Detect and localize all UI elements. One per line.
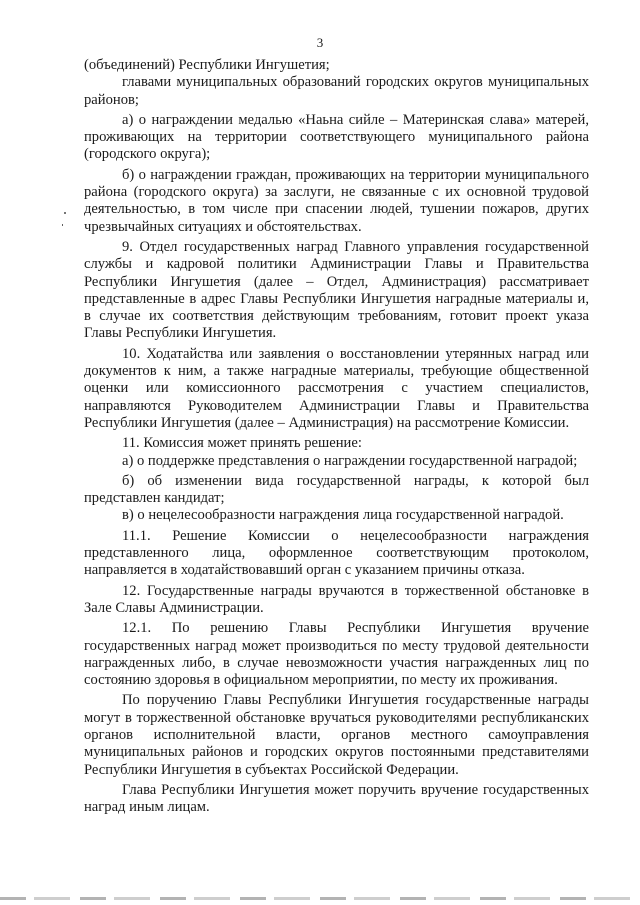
paragraph-other-persons: Глава Республики Ингушетия может поручить вручение государственных наград иным лицам. — [84, 781, 589, 816]
paragraph-9: 9. Отдел государственных наград Главного управления государственной службы и кадровой политики Администрации Главы и Правительства Республики Ингушетия (далее – Отдел, Администрация) рассматривает представленные в адрес Главы Республики Ингушетия наградные материалы и, в случае их соответствия действующим требованиям, готовит проект указа Главы Республики Ингушетия. — [84, 238, 589, 342]
paragraph-11: 11. Комиссия может принять решение: — [122, 435, 362, 452]
paragraph-11-c: в) о нецелесообразности награждения лица государственной наградой. — [122, 507, 564, 524]
paragraph-item-a-medal: а) о награждении медалью «Наьна сийле – Материнская слава» матерей, проживающих на территории соответствующего муниципального района (городского округа); — [84, 111, 589, 163]
paragraph-delegated-award: По поручению Главы Республики Ингушетия государственные награды могут в торжественной обстановке вручаться руководителями республиканских органов исполнительной власти, органов местного самоуправления муниципальных районов и городских округов постоянными представителями Республики Ингушетия в субъектах Российской Федерации. — [84, 692, 589, 778]
paragraph-12: 12. Государственные награды вручаются в торжественной обстановке в Зале Славы Администрации. — [84, 582, 589, 616]
paragraph-10: 10. Ходатайства или заявления о восстановлении утерянных наград или документов к ним, а также наградные материалы, требующие общественной оценки или комиссионного рассмотрения с участием специалистов, направляются Руководителем Администрации Главы и Правительства Республики Ингушетия (далее – Администрация) на рассмотрение Комиссии. — [84, 345, 589, 431]
paragraph-11-b: б) об изменении вида государственной награды, к которой был представлен кандидат; — [84, 472, 589, 507]
paragraph-11-1: 11.1. Решение Комиссии о нецелесообразности награждения представленного лица, оформленное соответствующим протоколом, направляется в ходатайствовавший орган с указанием причины отказа. — [84, 527, 589, 579]
paragraph-12-1: 12.1. По решению Главы Республики Ингушетия вручение государственных наград может производиться по месту трудовой деятельности награжденных либо, в случае невозможности участия награжденных лиц по состоянию здоровья в официальном мероприятии, по месту их проживания. — [84, 620, 589, 689]
document-body — [84, 57, 589, 816]
paragraph-11-a: а) о поддержке представления о награждении государственной наградой; — [122, 452, 578, 469]
paragraph-heads-of-municipalities: главами муниципальных образований городских округов муниципальных районов; — [84, 74, 589, 108]
scan-speck — [64, 212, 66, 214]
scan-bottom-edge — [0, 897, 640, 900]
page-number: 3 — [316, 35, 324, 50]
paragraph-continuation: (объединений) Республики Ингушетия; — [84, 57, 330, 73]
paragraph-item-b-citizens: б) о награждении граждан, проживающих на территории муниципального района (городского округа) за заслуги, не связанные с их основной трудовой деятельностью, в том числе при спасении людей, тушении пожаров, других чрезвычайных ситуациях и обстоятельствах. — [84, 166, 589, 235]
scan-speck — [62, 224, 63, 226]
